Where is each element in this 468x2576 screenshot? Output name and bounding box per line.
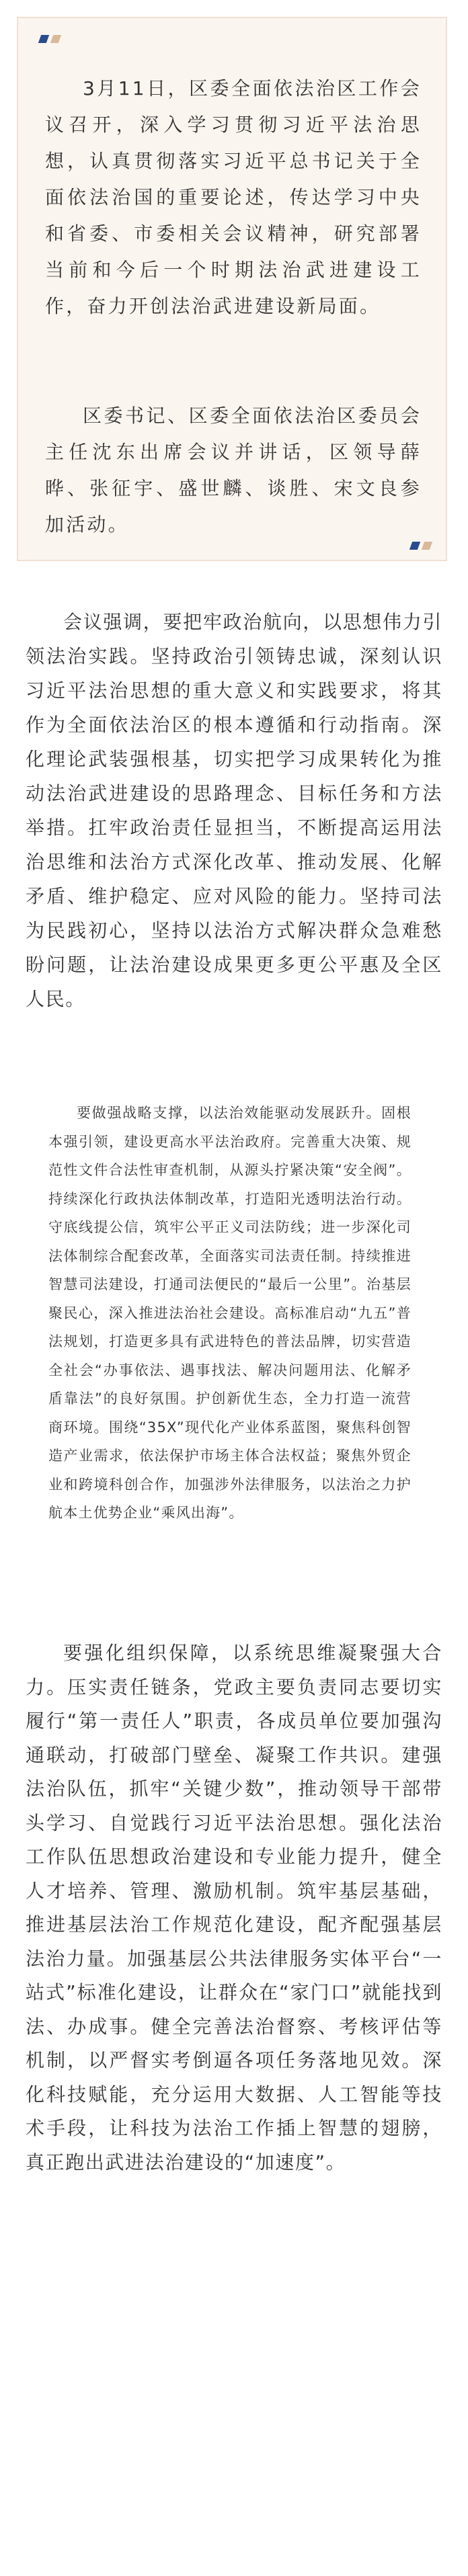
- body-paragraph-strategic-support: 要做强战略支撑，以法治效能驱动发展跃升。固根本强引领，建设更高水平法治政府。完善重大决策、规范性文件合法性审查机制，从源头拧紧决策“安全阀”。持续深化行政执法体制改革，打造阳光透明法治行动。守底线提公信，筑牢公平正义司法防线；进一步深化司法体制综合配套改革，全面落实司法责任制。持续推进智慧司法建设，打通司法便民的“最后一公里”。治基层聚民心，深入推进法治社会建设。高标准启动“九五”普法规划，打造更多具有武进特色的普法品牌，切实营造全社会“办事依法、遇事找法、解决问题用法、化解矛盾靠法”的良好氛围。护创新优生态，全力打造一流营商环境。围绕“35X”现代化产业体系蓝图，聚焦科创智造产业需求，依法保护市场主体合法权益；聚焦外贸企业和跨境科创合作，加强涉外法律服务，以法治之力护航本土优势企业“乘风出海”。: [48, 1105, 412, 1521]
- corner-decoration-icon: [40, 35, 60, 43]
- corner-decoration-icon: [411, 542, 431, 550]
- blue-parallelogram-icon: [38, 35, 49, 43]
- intro-paragraph-meeting: 3月11日，区委全面依法治区工作会议召开，深入学习贯彻习近平法治思想，认真贯彻落实习近平总书记关于全面依法治国的重要论述，传达学习中央和省委、市委相关会议精神，研究部署当前和今后一个时期法治武进建设工作，奋力开创法治武进建设新局面。: [45, 77, 422, 317]
- body-paragraph-political-direction: 会议强调，要把牢政治航向，以思想伟力引领法治实践。坚持政治引领铸忠诚，深刻认识习近平法治思想的重大意义和实践要求，将其作为全面依法治区的根本遵循和行动指南。深化理论武装强根基，切实把学习成果转化为推动法治武进建设的思路理念、目标任务和方法举措。扛牢政治责任显担当，不断提高运用法治思维和法治方式深化改革、推动发展、化解矛盾、维护稳定、应对风险的能力。坚持司法为民践初心，坚持以法治方式解决群众急难愁盼问题，让法治建设成果更多更公平惠及全区人民。: [26, 611, 442, 1010]
- body-paragraph-organizational-guarantee: 要强化组织保障，以系统思维凝聚强大合力。压实责任链条，党政主要负责同志要切实履行“第一责任人”职责，各成员单位要加强沟通联动，打破部门壁垒、凝聚工作共识。建强法治队伍，抓牢“关键少数”，推动领导干部带头学习、自觉践行习近平法治思想。强化法治工作队伍思想政治建设和专业能力提升，健全人才培养、管理、激励机制。筑牢基层基础，推进基层法治工作规范化建设，配齐配强基层法治力量。加强基层公共法律服务实体平台“一站式”标准化建设，让群众在“家门口”就能找到法、办成事。健全完善法治督察、考核评估等机制，以严督实考倒逼各项任务落地见效。深化科技赋能，充分运用大数据、人工智能等技术手段，让科技为法治工作插上智慧的翅膀，真正跑出武进法治建设的“加速度”。: [26, 1642, 442, 2173]
- intro-summary-box: [17, 17, 447, 561]
- blue-parallelogram-icon: [410, 542, 420, 550]
- tan-parallelogram-icon: [50, 35, 61, 43]
- tan-parallelogram-icon: [422, 542, 432, 550]
- intro-paragraph-attendees: 区委书记、区委全面依法治区委员会主任沈东出席会议并讲话，区领导薛晔、张征宇、盛世麟、谈胜、宋文良参加活动。: [45, 405, 422, 536]
